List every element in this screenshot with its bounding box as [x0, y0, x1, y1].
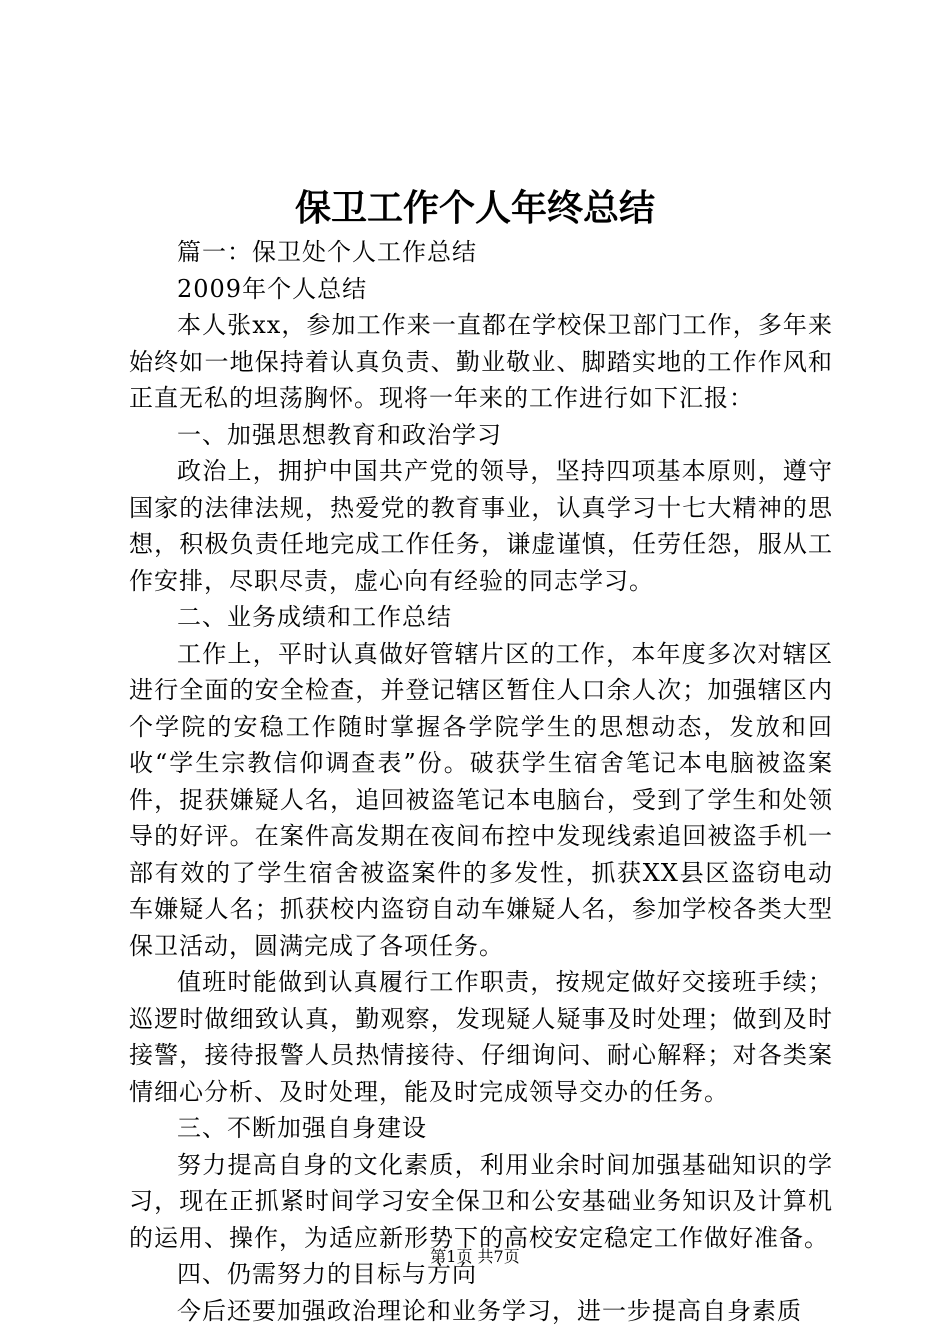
section-heading-4: 四、仍需努力的目标与方向 — [177, 1260, 477, 1288]
paragraph-duty: 值班时能做到认真履行工作职责，按规定做好交接班手续；巡逻时做细致认真，勤观察，发现疑人疑事及时处理；做到及时接警，接待报警人员热情接待、仔细询问、耐心解释；对各类案情细心分析、及时处理，能及时完成领导交办的任务。 — [129, 968, 833, 1106]
paragraph-work: 工作上，平时认真做好管辖片区的工作，本年度多次对辖区进行全面的安全检查，并登记辖区暂住人口余人次；加强辖区内个学院的安稳工作随时掌握各学院学生的思想动态，发放和回收“学生宗教信仰调查表”份。破获学生宿舍笔记本电脑被盗案件，捉获嫌疑人名，追回被盗笔记本电脑台，受到了学生和处领导的好评。在案件高发期在夜间布控中发现线索追回被盗手机一部有效的了学生宿舍被盗案件的多发性，抓获XX县区盗窃电动车嫌疑人名；抓获校内盗窃自动车嫌疑人名，参加学校各类大型保卫活动，圆满完成了各项任务。 — [129, 639, 833, 960]
document-body — [129, 234, 833, 1329]
paragraph-self-improvement: 努力提高自身的文化素质，利用业余时间加强基础知识的学习，现在正抓紧时间学习安全保卫和公安基础业务知识及计算机的运用、操作，为适应新形势下的高校安定稳定工作做好准备。 — [129, 1150, 833, 1252]
paragraph-future: 今后还要加强政治理论和业务学习，进一步提高自身素质 — [177, 1296, 802, 1325]
paragraph-subtitle: 2009年个人总结 — [177, 274, 368, 303]
document-title: 保卫工作个人年终总结 — [294, 187, 655, 229]
paragraph-intro: 本人张xx，参加工作来一直都在学校保卫部门工作，多年来始终如一地保持着认真负责、勤业敬业、脚踏实地的工作作风和正直无私的坦荡胸怀。现将一年来的工作进行如下汇报： — [129, 311, 833, 412]
paragraph-part-heading: 篇一：保卫处个人工作总结 — [177, 238, 477, 266]
section-heading-1: 一、加强思想教育和政治学习 — [177, 420, 502, 449]
section-heading-3: 三、不断加强自身建设 — [177, 1114, 427, 1142]
paragraph-politics: 政治上，拥护中国共产党的领导，坚持四项基本原则，遵守国家的法律法规，热爱党的教育事业，认真学习十七大精神的思想，积极负责任地完成工作任务，谦虚谨慎，任劳任怨，服从工作安排，尽职尽责，虚心向有经验的同志学习。 — [129, 457, 833, 595]
page-footer: 第1页 共7页 — [430, 1247, 520, 1266]
section-heading-2: 二、业务成绩和工作总结 — [177, 603, 452, 631]
